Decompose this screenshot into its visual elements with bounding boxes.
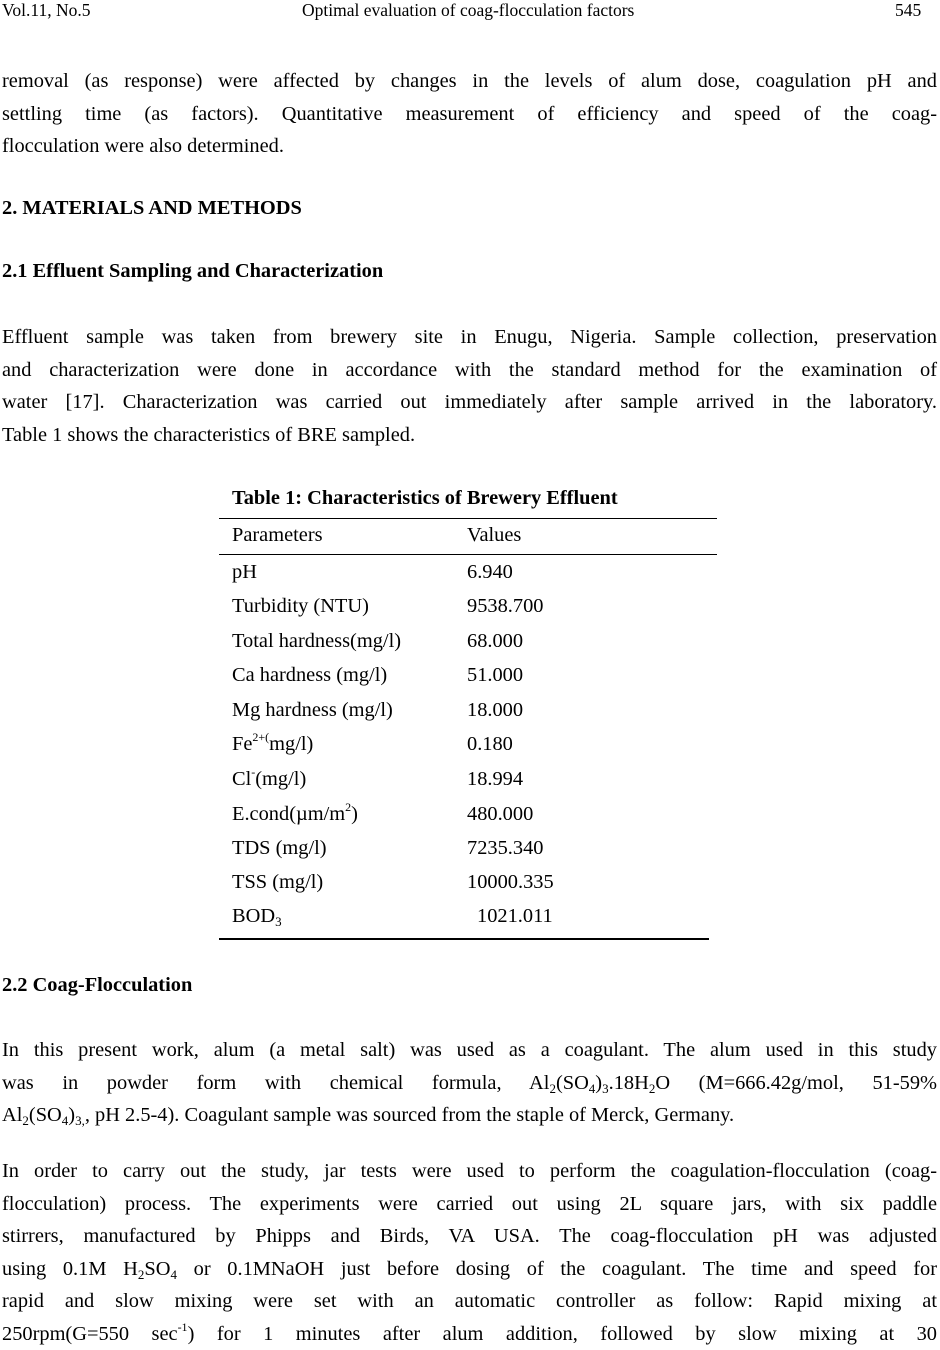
journal-volume: Vol.11, No.5 bbox=[2, 0, 90, 21]
parameter-cell: Total hardness(mg/l) bbox=[232, 630, 401, 653]
parameter-symbol: E.cond(µm/m bbox=[232, 803, 345, 825]
superscript: -1 bbox=[178, 1320, 188, 1334]
subscript: 4 bbox=[170, 1267, 177, 1282]
page-number: 545 bbox=[895, 0, 921, 21]
text-run: using 0.1M H bbox=[2, 1258, 138, 1280]
subscript: 2 bbox=[549, 1081, 556, 1096]
value-cell: 480.000 bbox=[467, 803, 533, 826]
parameter-cell bbox=[232, 768, 306, 791]
subscript: 3 bbox=[275, 914, 282, 929]
alum-paragraph bbox=[2, 1034, 937, 1132]
text-line bbox=[2, 1253, 937, 1286]
table-bottom-rule bbox=[219, 938, 709, 940]
text-run: Al bbox=[2, 1104, 22, 1126]
section-heading-materials-methods: 2. MATERIALS AND METHODS bbox=[2, 197, 302, 220]
parameter-cell: Ca hardness (mg/l) bbox=[232, 664, 387, 687]
section-heading-coag-flocculation: 2.2 Coag-Flocculation bbox=[2, 974, 192, 997]
text-line: In order to carry out the study, jar tests were used to perform the coagulation-flocculation (coag- bbox=[2, 1155, 937, 1188]
text-line: Table 1 shows the characteristics of BRE sampled. bbox=[2, 419, 937, 452]
table-caption: Table 1: Characteristics of Brewery Effluent bbox=[232, 487, 618, 510]
text-line: water [17]. Characterization was carried out immediately after sample arrived in the laboratory. bbox=[2, 386, 937, 419]
parameter-symbol: BOD bbox=[232, 905, 275, 927]
value-cell: 6.940 bbox=[467, 561, 513, 584]
text-line: settling time (as factors). Quantitative measurement of efficiency and speed of the coag- bbox=[2, 98, 937, 131]
parameter-cell: pH bbox=[232, 561, 257, 584]
value-cell: 18.000 bbox=[467, 699, 523, 722]
text-run: or 0.1MNaOH just before dosing of the coagulant. The time and speed for bbox=[177, 1258, 937, 1280]
parameter-cell: Turbidity (NTU) bbox=[232, 595, 369, 618]
text-line: flocculation were also determined. bbox=[2, 130, 937, 163]
text-line: removal (as response) were affected by changes in the levels of alum dose, coagulation pH and bbox=[2, 65, 937, 98]
subscript: 2 bbox=[138, 1267, 145, 1282]
running-header bbox=[0, 0, 940, 24]
effluent-paragraph bbox=[2, 321, 937, 451]
subscript: 4 bbox=[62, 1113, 69, 1128]
text-run: ) for 1 minutes after alum addition, followed by slow mixing at 30 bbox=[188, 1323, 937, 1345]
jar-test-paragraph bbox=[2, 1155, 937, 1350]
text-run: , pH 2.5-4). Coagulant sample was sourced from the staple of Merck, Germany. bbox=[85, 1104, 734, 1126]
text-line bbox=[2, 1067, 937, 1100]
parameter-unit: mg/l) bbox=[269, 733, 313, 755]
parameter-symbol: Fe bbox=[232, 733, 252, 755]
text-run: ) bbox=[595, 1072, 602, 1094]
parameter-cell bbox=[232, 905, 282, 928]
table-top-rule bbox=[219, 518, 717, 519]
text-run: ) bbox=[68, 1104, 75, 1126]
text-run: (SO bbox=[556, 1072, 589, 1094]
text-line: Effluent sample was taken from brewery site in Enugu, Nigeria. Sample collection, preservation bbox=[2, 321, 937, 354]
parameter-unit: ) bbox=[351, 803, 358, 825]
parameter-cell: Mg hardness (mg/l) bbox=[232, 699, 393, 722]
subscript: 2 bbox=[649, 1081, 656, 1096]
text-line: rapid and slow mixing were set with an automatic controller as follow: Rapid mixing at bbox=[2, 1285, 937, 1318]
superscript: - bbox=[251, 765, 255, 779]
text-run: .18H bbox=[609, 1072, 649, 1094]
text-line: flocculation) process. The experiments were carried out using 2L square jars, with six paddle bbox=[2, 1188, 937, 1221]
parameter-cell: TSS (mg/l) bbox=[232, 871, 323, 894]
value-cell: 18.994 bbox=[467, 768, 523, 791]
text-run: 250rpm(G=550 sec bbox=[2, 1323, 178, 1345]
value-cell: 10000.335 bbox=[467, 871, 554, 894]
subscript: 3 bbox=[602, 1081, 609, 1096]
value-cell: 1021.011 bbox=[477, 905, 553, 928]
column-header-values: Values bbox=[467, 524, 521, 547]
text-run: was in powder form with chemical formula, Al bbox=[2, 1072, 549, 1094]
text-line: In this present work, alum (a metal salt) was used as a coagulant. The alum used in this study bbox=[2, 1034, 937, 1067]
subscript: 2 bbox=[22, 1113, 29, 1128]
text-line bbox=[2, 1318, 937, 1350]
value-cell: 68.000 bbox=[467, 630, 523, 653]
value-cell: 51.000 bbox=[467, 664, 523, 687]
text-run: (SO bbox=[29, 1104, 62, 1126]
text-run: O (M=666.42g/mol, 51-59% bbox=[655, 1072, 937, 1094]
table-header-rule bbox=[219, 554, 717, 555]
parameter-cell bbox=[232, 803, 358, 826]
subscript: 4 bbox=[589, 1081, 596, 1096]
value-cell: 9538.700 bbox=[467, 595, 543, 618]
intro-paragraph bbox=[2, 65, 937, 163]
running-title: Optimal evaluation of coag-flocculation factors bbox=[302, 0, 634, 21]
parameter-symbol: Cl bbox=[232, 768, 251, 790]
parameter-cell bbox=[232, 733, 313, 756]
value-cell: 7235.340 bbox=[467, 837, 543, 860]
subscript: 3, bbox=[75, 1113, 85, 1128]
superscript: 2+( bbox=[252, 730, 269, 744]
parameter-unit: (mg/l) bbox=[255, 768, 306, 790]
text-line: and characterization were done in accordance with the standard method for the examination of bbox=[2, 354, 937, 387]
parameter-cell: TDS (mg/l) bbox=[232, 837, 327, 860]
superscript: 2 bbox=[345, 800, 351, 814]
column-header-parameters: Parameters bbox=[232, 524, 323, 547]
text-line bbox=[2, 1099, 937, 1132]
text-run: SO bbox=[144, 1258, 170, 1280]
text-line: stirrers, manufactured by Phipps and Birds, VA USA. The coag-flocculation pH was adjusted bbox=[2, 1220, 937, 1253]
section-heading-effluent-sampling: 2.1 Effluent Sampling and Characterization bbox=[2, 260, 383, 283]
value-cell: 0.180 bbox=[467, 733, 513, 756]
